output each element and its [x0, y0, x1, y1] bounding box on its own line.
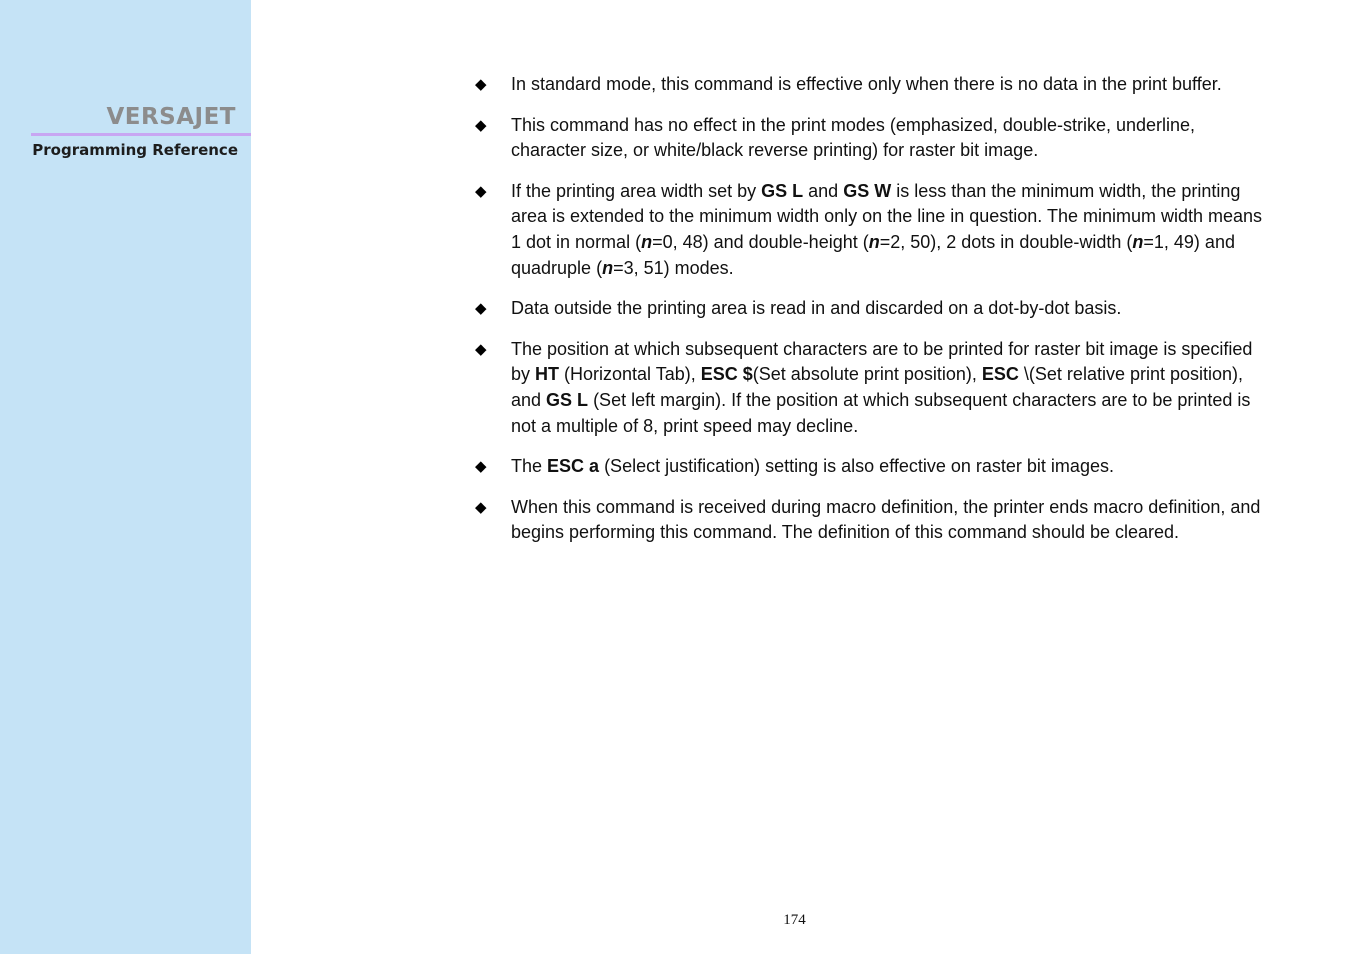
note-text [511, 179, 1263, 281]
text-run: Data outside the printing area is read in and discarded on a dot-by-dot basis. [511, 298, 1122, 319]
note-text [511, 72, 1263, 98]
text-run: \(Set relative print position), and [511, 364, 1244, 410]
black-diamond-icon: ◆ [475, 498, 487, 516]
text-run: In standard mode, this command is effective only when there is no data in the print buffer. [511, 74, 1222, 94]
text-run: =3, 51) modes. [613, 257, 734, 278]
notes-list [475, 72, 1275, 561]
command-term: n [641, 231, 653, 252]
command-term: n [602, 257, 614, 278]
text-run: =0, 48) and double-height ( [652, 231, 869, 252]
note-text [511, 454, 1263, 480]
command-term: ESC [981, 364, 1019, 385]
text-run: This command has no effect in the print modes (emphasized, double-strike, underline, character size, or white/black reverse printing) for raster bit image. [511, 114, 1196, 161]
note-text [511, 337, 1263, 439]
text-run: If the printing area width set by [511, 180, 762, 201]
brand-divider [31, 133, 251, 136]
note-item [475, 113, 1275, 164]
brand-title: VERSAJET [106, 104, 236, 130]
document-subtitle: Programming Reference [32, 141, 238, 159]
black-diamond-icon: ◆ [475, 300, 487, 318]
command-term: GS L [761, 180, 804, 201]
text-run: =2, 50), 2 dots in double-width ( [879, 231, 1133, 252]
text-run: (Set absolute print position), [752, 364, 982, 385]
command-term: ESC a [547, 456, 600, 477]
command-term: ESC $ [700, 364, 753, 385]
black-diamond-icon: ◆ [475, 340, 487, 358]
black-diamond-icon: ◆ [475, 116, 487, 134]
note-item [475, 495, 1275, 546]
note-text [511, 113, 1263, 164]
black-diamond-icon: ◆ [475, 76, 487, 93]
command-term: n [868, 231, 880, 252]
command-term: GS W [843, 180, 892, 201]
text-run: and [803, 180, 844, 201]
text-run: When this command is received during macro definition, the printer ends macro definition, and begins performing this command. The definition of this command should be cleared. [511, 496, 1261, 543]
command-term: GS L [546, 389, 589, 410]
note-text [511, 296, 1263, 322]
sidebar [0, 0, 251, 954]
note-text [511, 495, 1263, 546]
note-item [475, 179, 1275, 281]
command-term: n [1132, 231, 1144, 252]
text-run: is less than the minimum width, the printing area is extended to the minimum width only on the line in question. The minimum width means 1 dot in normal ( [511, 180, 1263, 252]
text-run: (Set left margin). If the position at which subsequent characters are to be printed is not a multiple of 8, print speed may decline. [511, 389, 1251, 436]
text-run: =1, 49) and quadruple ( [511, 231, 1235, 278]
text-run: The position at which subsequent characters are to be printed for raster bit image is specified by [511, 338, 1253, 385]
note-item [475, 296, 1275, 322]
text-run: (Horizontal Tab), [559, 364, 701, 385]
note-item [475, 72, 1275, 98]
black-diamond-icon: ◆ [475, 182, 487, 200]
page-number: 174 [783, 912, 806, 928]
black-diamond-icon: ◆ [475, 458, 487, 476]
note-item [475, 337, 1275, 439]
note-item [475, 454, 1275, 480]
text-run: (Select justification) setting is also effective on raster bit images. [599, 456, 1114, 477]
command-term: HT [535, 364, 560, 385]
text-run: The [511, 456, 548, 477]
